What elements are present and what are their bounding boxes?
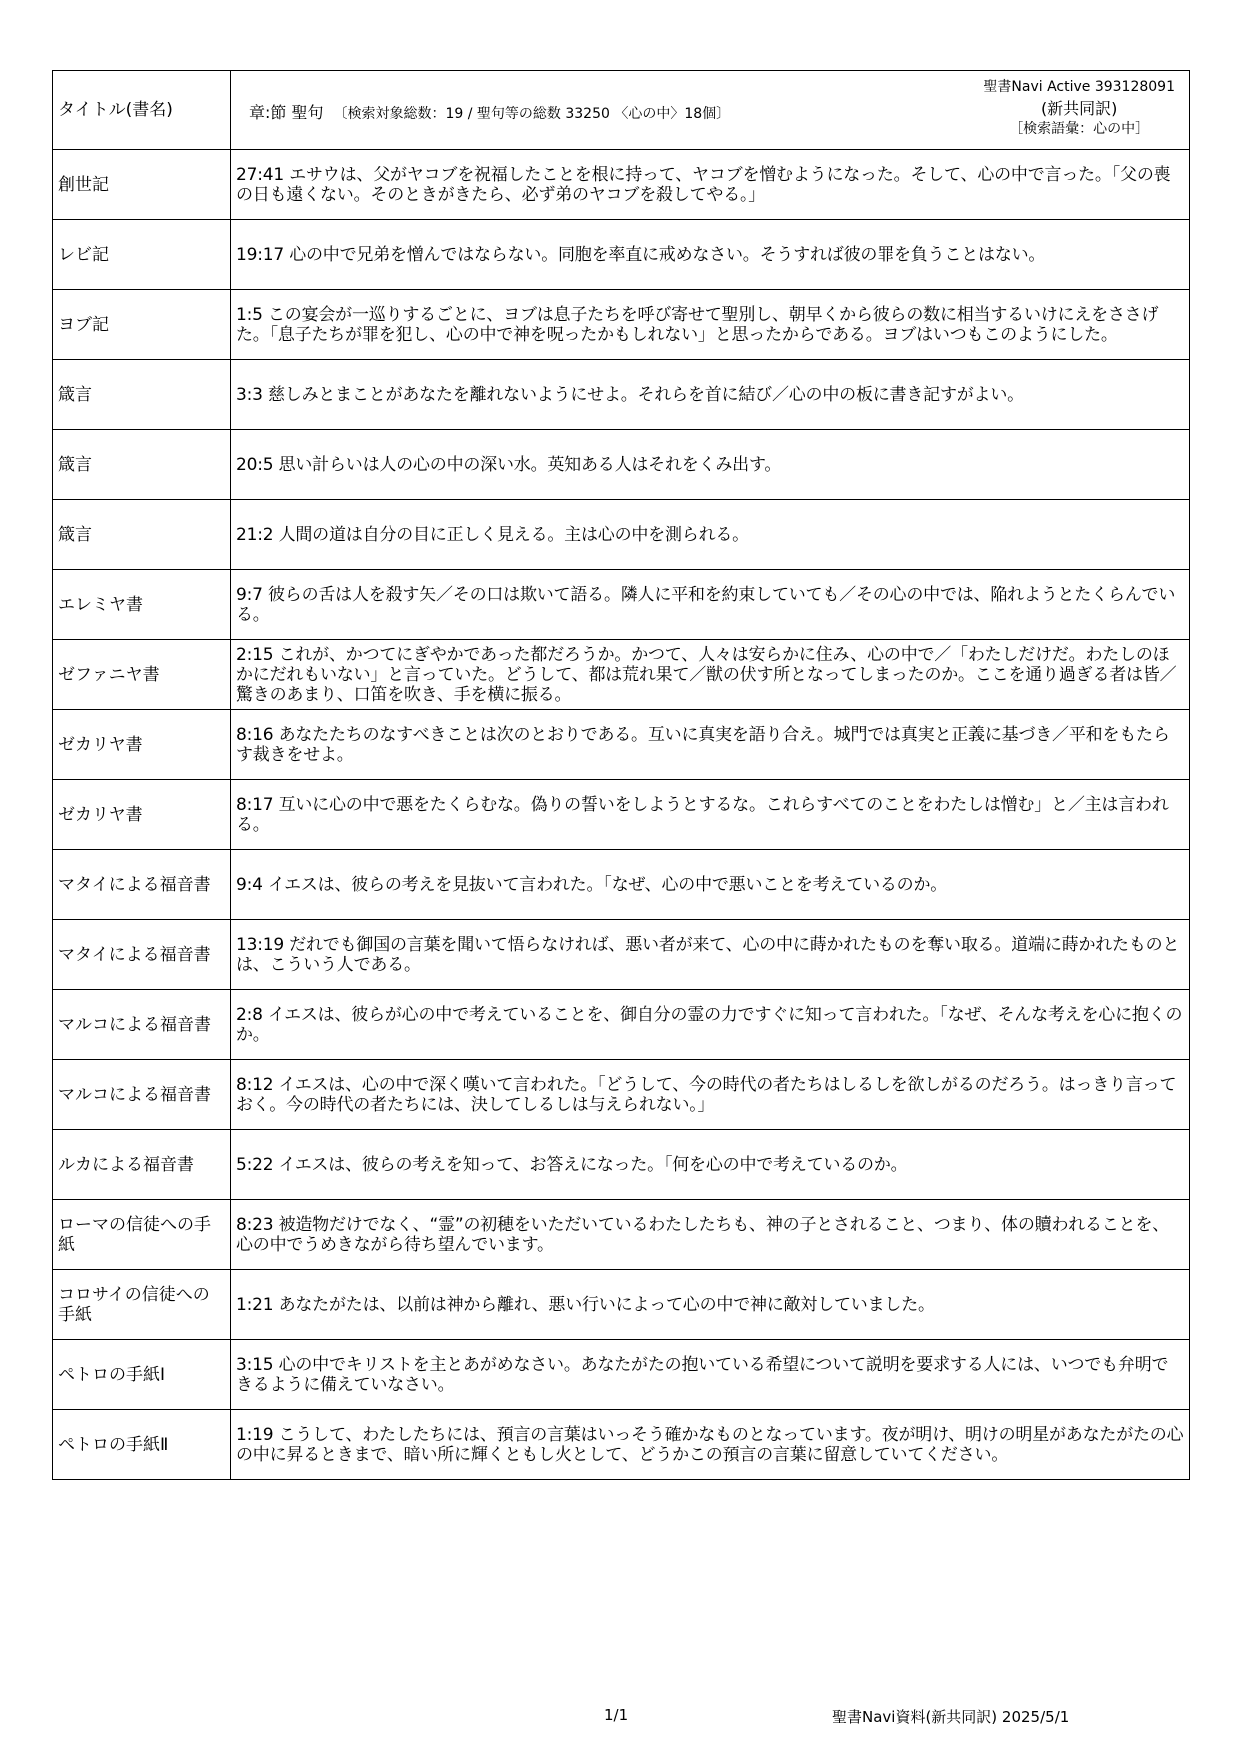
book-title-cell: コロサイの信徒への手紙	[53, 1270, 231, 1340]
book-title-cell: エレミヤ書	[53, 570, 231, 640]
table-row	[53, 1200, 1190, 1270]
verse-text-cell: 3:15 心の中でキリストを主とあがめなさい。あなたがたの抱いている希望について説明を要求する人には、いつでも弁明できるように備えていなさい。	[231, 1340, 1190, 1410]
title-column-header: タイトル(書名)	[53, 71, 231, 150]
verse-text-cell: 8:16 あなたたちのなすべきことは次のとおりである。互いに真実を語り合え。城門では真実と正義に基づき／平和をもたらす裁きをせよ。	[231, 710, 1190, 780]
verse-text-cell: 8:23 被造物だけでなく、“霊”の初穂をいただいているわたしたちも、神の子とされること、つまり、体の贖われることを、心の中でうめきながら待ち望んでいます。	[231, 1200, 1190, 1270]
table-row	[53, 220, 1190, 290]
verse-column-header	[231, 71, 1190, 150]
table-row	[53, 990, 1190, 1060]
table-row	[53, 150, 1190, 220]
search-summary: 〔検索対象総数：19 / 聖句等の総数 33250 〈心の中〉18個〕	[333, 106, 731, 122]
book-title-cell: 創世記	[53, 150, 231, 220]
table-row	[53, 1130, 1190, 1200]
verse-text-cell: 8:17 互いに心の中で悪をたくらむな。偽りの誓いをしようとするな。これらすべてのことをわたしは憎む」と／主は言われる。	[231, 780, 1190, 850]
book-title-cell: マタイによる福音書	[53, 850, 231, 920]
book-title-cell: マルコによる福音書	[53, 990, 231, 1060]
table-row	[53, 640, 1190, 710]
book-title-cell: ゼカリヤ書	[53, 710, 231, 780]
verse-text-cell: 5:22 イエスは、彼らの考えを知って、お答えになった。「何を心の中で考えているのか。	[231, 1130, 1190, 1200]
book-title-cell: レビ記	[53, 220, 231, 290]
table-row	[53, 780, 1190, 850]
table-row	[53, 570, 1190, 640]
verse-text-cell: 1:21 あなたがたは、以前は神から離れ、悪い行いによって心の中で神に敵対していました。	[231, 1270, 1190, 1340]
verse-text-cell: 9:7 彼らの舌は人を殺す矢／その口は欺いて語る。隣人に平和を約束していても／その心の中では、陥れようとたくらんでいる。	[231, 570, 1190, 640]
verse-text-cell: 27:41 エサウは、父がヤコブを祝福したことを根に持って、ヤコブを憎むようになった。そして、心の中で言った。「父の喪の日も遠くない。そのときがきたら、必ず弟のヤコブを殺してやる。」	[231, 150, 1190, 220]
book-title-cell: ゼカリヤ書	[53, 780, 231, 850]
book-title-cell: ペトロの手紙Ⅱ	[53, 1410, 231, 1480]
table-row	[53, 1410, 1190, 1480]
app-name: 聖書Navi Active 393128091	[983, 79, 1175, 95]
table-row	[53, 360, 1190, 430]
table-row	[53, 850, 1190, 920]
book-title-cell: マタイによる福音書	[53, 920, 231, 990]
table-header-row	[53, 71, 1190, 150]
table-row	[53, 1270, 1190, 1340]
verse-text-cell: 21:2 人間の道は自分の目に正しく見える。主は心の中を測られる。	[231, 500, 1190, 570]
table-row	[53, 920, 1190, 990]
footer-doc-info: 聖書Navi資料(新共同訳) 2025/5/1	[832, 1708, 1070, 1726]
book-title-cell: ローマの信徒への手紙	[53, 1200, 231, 1270]
verse-text-cell: 2:15 これが、かつてにぎやかであった都だろうか。かつて、人々は安らかに住み、心の中で／「わたしだけだ。わたしのほかにだれもいない」と言っていた。どうして、都は荒れ果て／獣の伏す所となってしまったのか。ここを通り過ぎる者は皆／驚きのあまり、口笛を吹き、手を横に振る。	[231, 640, 1190, 710]
verse-text-cell: 1:5 この宴会が一巡りするごとに、ヨブは息子たちを呼び寄せて聖別し、朝早くから彼らの数に相当するいけにえをささげた。「息子たちが罪を犯し、心の中で神を呪ったかもしれない」と思ったからである。ヨブはいつもこのようにした。	[231, 290, 1190, 360]
search-meta	[983, 77, 1175, 140]
table-row	[53, 290, 1190, 360]
table-row	[53, 430, 1190, 500]
verse-text-cell: 13:19 だれでも御国の言葉を聞いて悟らなければ、悪い者が来て、心の中に蒔かれたものを奪い取る。道端に蒔かれたものとは、こういう人である。	[231, 920, 1190, 990]
table-row	[53, 1060, 1190, 1130]
chapter-label: 章:節 聖句	[249, 103, 324, 122]
verse-text-cell: 1:19 こうして、わたしたちには、預言の言葉はいっそう確かなものとなっています。夜が明け、明けの明星があなたがたの心の中に昇るときまで、暗い所に輝くともし火として、どうかこの預言の言葉に留意していてください。	[231, 1410, 1190, 1480]
verse-text-cell: 20:5 思い計らいは人の心の中の深い水。英知ある人はそれをくみ出す。	[231, 430, 1190, 500]
book-title-cell: ルカによる福音書	[53, 1130, 231, 1200]
book-title-cell: ヨブ記	[53, 290, 231, 360]
search-term: ［検索語彙：心の中］	[1009, 121, 1150, 137]
verse-text-cell: 9:4 イエスは、彼らの考えを見抜いて言われた。「なぜ、心の中で悪いことを考えているのか。	[231, 850, 1190, 920]
verse-text-cell: 8:12 イエスは、心の中で深く嘆いて言われた。「どうして、今の時代の者たちはしるしを欲しがるのだろう。はっきり言っておく。今の時代の者たちには、決してしるしは与えられない。」	[231, 1060, 1190, 1130]
book-title-cell: 箴言	[53, 360, 231, 430]
table-row	[53, 1340, 1190, 1410]
book-title-cell: マルコによる福音書	[53, 1060, 231, 1130]
translation-label: (新共同訳)	[1040, 99, 1118, 118]
book-title-cell: ペトロの手紙Ⅰ	[53, 1340, 231, 1410]
verse-text-cell: 19:17 心の中で兄弟を憎んではならない。同胞を率直に戒めなさい。そうすれば彼の罪を負うことはない。	[231, 220, 1190, 290]
book-title-cell: 箴言	[53, 500, 231, 570]
page-number: 1/1	[604, 1706, 629, 1724]
verse-table	[52, 70, 1190, 1480]
chapter-verse-header	[249, 103, 730, 124]
verse-text-cell: 2:8 イエスは、彼らが心の中で考えていることを、御自分の霊の力ですぐに知って言われた。「なぜ、そんな考えを心に抱くのか。	[231, 990, 1190, 1060]
book-title-cell: 箴言	[53, 430, 231, 500]
table-row	[53, 500, 1190, 570]
book-title-cell: ゼファニヤ書	[53, 640, 231, 710]
verse-text-cell: 3:3 慈しみとまことがあなたを離れないようにせよ。それらを首に結び／心の中の板に書き記すがよい。	[231, 360, 1190, 430]
table-row	[53, 710, 1190, 780]
